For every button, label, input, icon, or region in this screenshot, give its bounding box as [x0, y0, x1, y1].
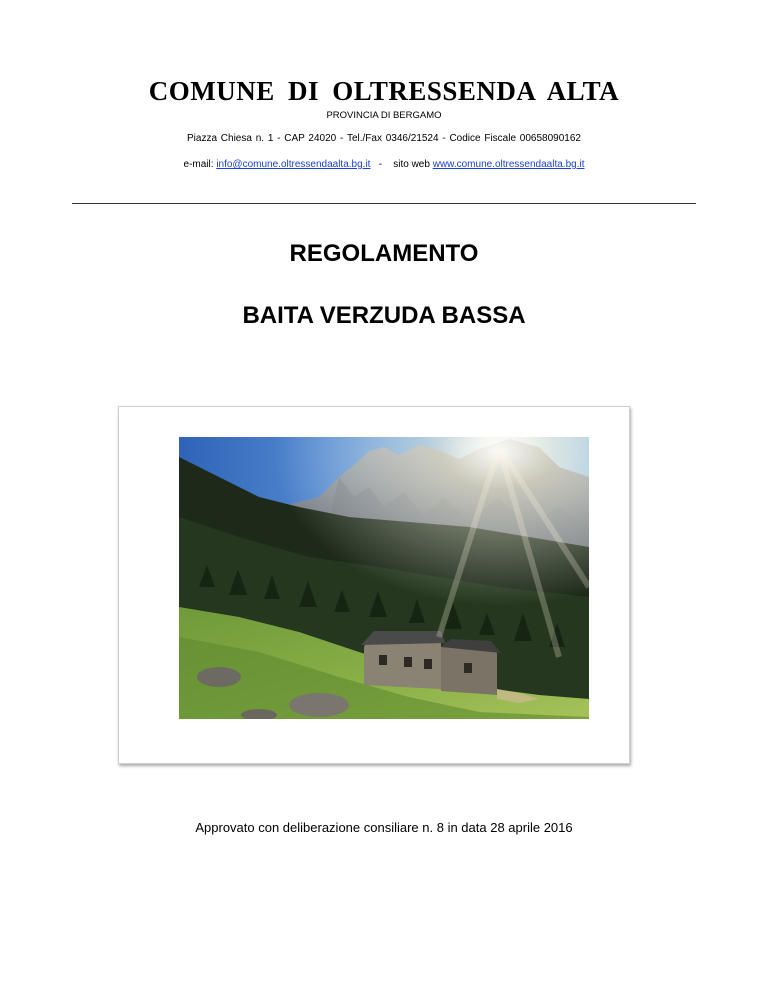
- province-name: PROVINCIA DI BERGAMO: [326, 110, 442, 121]
- email-link[interactable]: info@comune.oltressendaalta.bg.it: [216, 159, 371, 170]
- website-link[interactable]: www.comune.oltressendaalta.bg.it: [432, 159, 585, 170]
- approval-note: Approvato con deliberazione consiliare n. 8 in data 28 aprile 2016: [195, 820, 573, 835]
- document-subtitle: BAITA VERZUDA BASSA: [242, 302, 526, 329]
- contacts-line: [0, 159, 768, 170]
- mountain-hut-photo: [179, 437, 589, 719]
- address-line: Piazza Chiesa n. 1 - CAP 24020 - Tel./Fax 0346/21524 - Codice Fiscale 00658090162: [187, 133, 581, 144]
- website-label: sito web: [393, 159, 433, 170]
- document-title: REGOLAMENTO: [289, 240, 479, 267]
- municipality-name: COMUNE DI OLTRESSENDA ALTA: [148, 76, 620, 106]
- header-divider: [72, 203, 696, 204]
- mountain-landscape-image: [179, 437, 589, 719]
- email-label: e-mail:: [183, 159, 217, 170]
- photo-frame: [118, 406, 630, 764]
- contacts-separator: -: [373, 159, 391, 170]
